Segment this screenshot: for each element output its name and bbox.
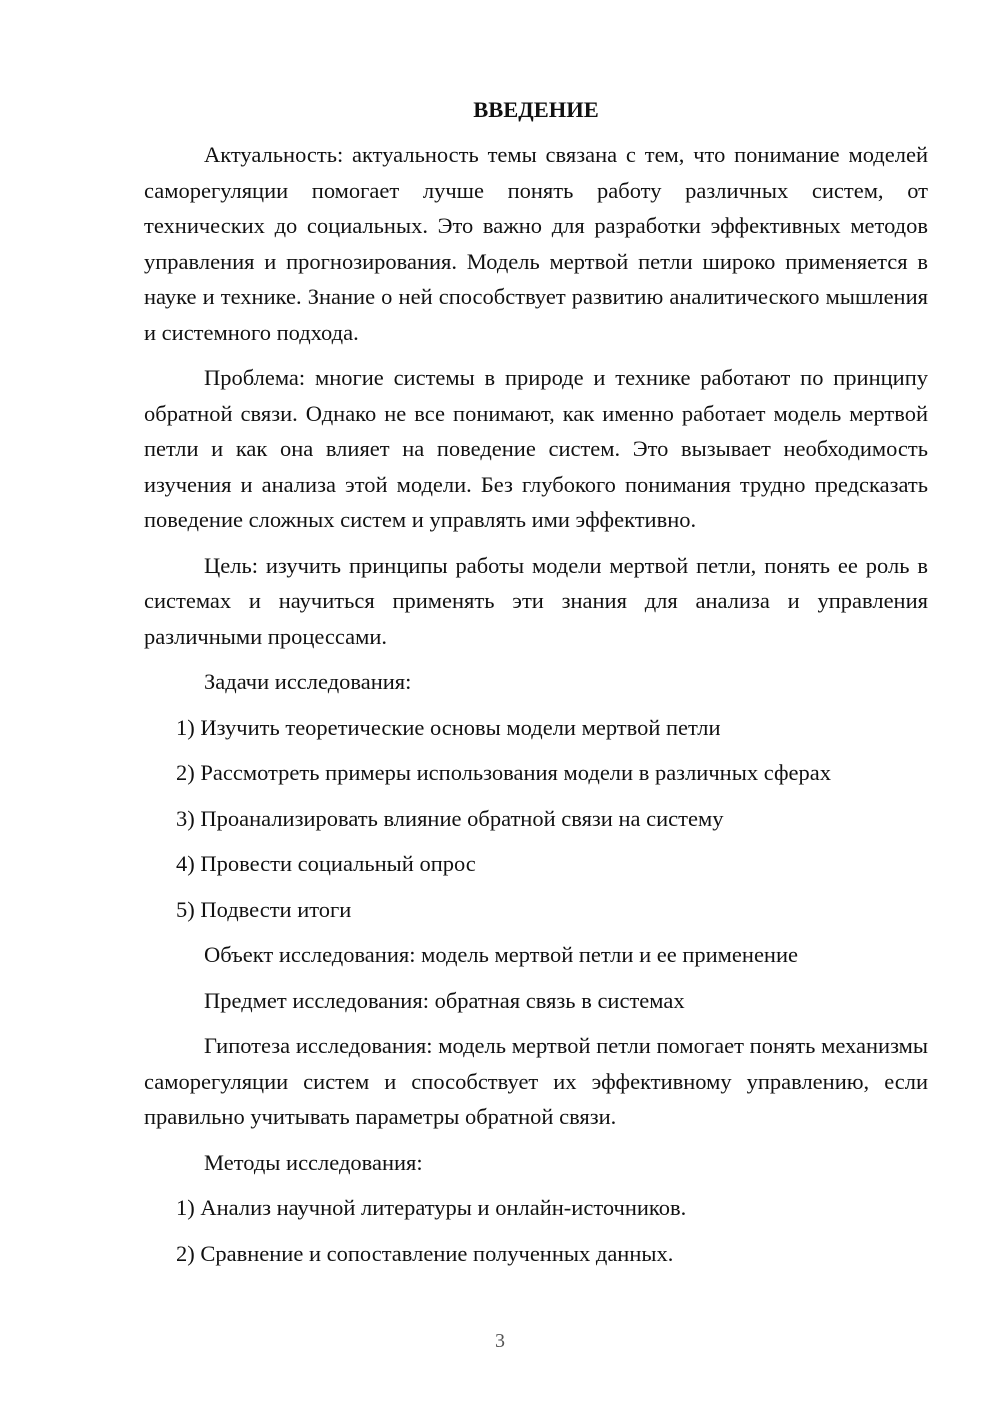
task-item: 4) Провести социальный опрос [176,851,476,876]
object-line: Объект исследования: модель мертвой петли и ее применение [204,942,798,967]
task-item: 2) Рассмотреть примеры использования модели в различных сферах [176,760,832,785]
method-item: 1) Анализ научной литературы и онлайн-источников. [176,1195,687,1220]
page-number: 3 [495,1330,505,1352]
task-item: 1) Изучить теоретические основы модели мертвой петли [176,714,721,740]
subject-line: Предмет исследования: обратная связь в системах [204,987,685,1013]
section-heading: ВВЕДЕНИЕ [473,97,599,122]
document-page [144,92,928,1281]
goal-paragraph: Цель: изучить принципы работы модели мертвой петли, понять ее роль в системах и научиться применять эти знания для анализа и управления различными процессами. [144,552,928,649]
methods-title: Методы исследования: [204,1149,423,1175]
hypothesis-paragraph: Гипотеза исследования: модель мертвой петли помогает понять механизмы саморегуляции систем и способствует их эффективному управлению, если правильно учитывать параметры обратной связи. [144,1033,928,1129]
problem-paragraph: Проблема: многие системы в природе и технике работают по принципу обратной связи. Однако не все понимают, как именно работает модель мертвой петли и как она влияет на поведение систем. Это вызывает необходимость изучения и анализа этой модели. Без глубокого понимания трудно предсказать поведение сложных систем и управлять ими эффективно. [144,365,928,532]
method-item: 2) Сравнение и сопоставление полученных данных. [176,1240,674,1266]
tasks-title: Задачи исследования: [204,669,412,694]
task-item: 5) Подвести итоги [176,896,352,922]
task-item: 3) Проанализировать влияние обратной связи на систему [176,805,724,831]
relevance-paragraph: Актуальность: актуальность темы связана с тем, что понимание моделей саморегуляции помогает лучше понять работу различных систем, от технических до социальных. Это важно для разработки эффективных методов управления и прогнозирования. Модель мертвой петли широко применяется в науке и технике. Знание о ней способствует развитию аналитического мышления и системного подхода. [144,142,928,345]
